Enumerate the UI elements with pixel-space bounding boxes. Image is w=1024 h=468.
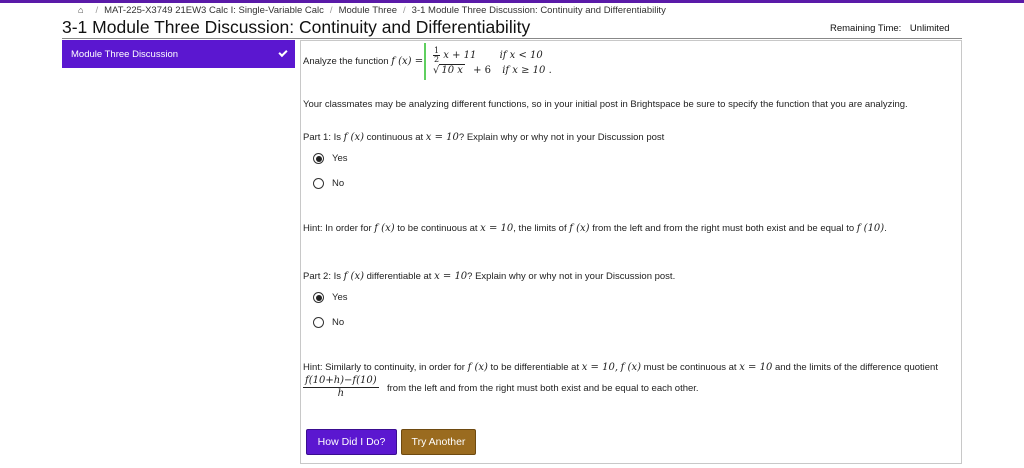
radio-selected-icon[interactable] bbox=[313, 153, 324, 164]
function-note: Your classmates may be analyzing different functions, so in your initial post in Brightspace be sure to specify the function that you are analyzing. bbox=[303, 99, 908, 110]
remaining-time-value: Unlimited bbox=[909, 23, 950, 34]
part1-question: Part 1: Is f (x) continuous at x = 10? Explain why or why not in your Discussion post bbox=[303, 132, 665, 143]
title-divider bbox=[62, 38, 962, 39]
function-lhs: f (x) = bbox=[391, 56, 424, 67]
part1-option-no[interactable]: No bbox=[313, 178, 344, 189]
page-title: 3-1 Module Three Discussion: Continuity and Differentiability bbox=[62, 17, 531, 37]
difference-quotient: f(10+h)−f(10) h bbox=[305, 375, 377, 399]
hint-1: Hint: In order for f (x) to be continuous at x = 10, the limits of f (x) from the left and from the right must both exist and be equal to f (10). bbox=[303, 223, 887, 234]
remaining-time-label: Remaining Time: bbox=[830, 23, 902, 34]
piecewise-case-1: $\frac{1}{2}$ x + 11 if x < 10 bbox=[434, 46, 543, 64]
remaining-time bbox=[830, 23, 950, 34]
breadcrumb-module[interactable]: Module Three bbox=[338, 4, 398, 16]
breadcrumb-current: 3-1 Module Three Discussion: Continuity and Differentiability bbox=[411, 4, 666, 16]
part1-option-yes[interactable]: Yes bbox=[313, 153, 348, 164]
radio-unselected-icon[interactable] bbox=[313, 178, 324, 189]
function-intro: Analyze the function f (x) = bbox=[303, 56, 424, 67]
hint-2-continued: from the left and from the right must both exist and be equal to each other. bbox=[387, 383, 699, 394]
breadcrumb: ⌂ / MAT-225-X3749 21EW3 Calc I: Single-Variable Calc / Module Three / 3-1 Module Three Discussion: Continuity and Differentiability bbox=[78, 4, 666, 16]
hint-2: Hint: Similarly to continuity, in order for f (x) to be differentiable at x = 10, f (x) must be continuous at x = 10 and the limits of the difference quotient bbox=[303, 362, 938, 373]
radio-unselected-icon[interactable] bbox=[313, 317, 324, 328]
check-icon bbox=[278, 48, 287, 57]
try-another-button[interactable]: Try Another bbox=[401, 429, 476, 455]
radio-selected-icon[interactable] bbox=[313, 292, 324, 303]
sidebar-item-module-three-discussion[interactable] bbox=[62, 40, 295, 68]
how-did-i-do-button[interactable]: How Did I Do? bbox=[306, 429, 397, 455]
sidebar-item-label: Module Three Discussion bbox=[71, 48, 179, 60]
breadcrumb-course[interactable]: MAT-225-X3749 21EW3 Calc I: Single-Variable Calc bbox=[104, 4, 324, 16]
part2-question: Part 2: Is f (x) differentiable at x = 10? Explain why or why not in your Discussion post. bbox=[303, 271, 676, 282]
home-icon[interactable]: ⌂ bbox=[78, 5, 84, 15]
top-accent-bar bbox=[0, 0, 1024, 3]
part2-option-yes[interactable]: Yes bbox=[313, 292, 348, 303]
part2-option-no[interactable]: No bbox=[313, 317, 344, 328]
piecewise-case-2: √ 10 x + 6 if x ≥ 10 . bbox=[433, 65, 552, 76]
piecewise-brace bbox=[424, 43, 432, 80]
question-panel bbox=[300, 40, 962, 464]
